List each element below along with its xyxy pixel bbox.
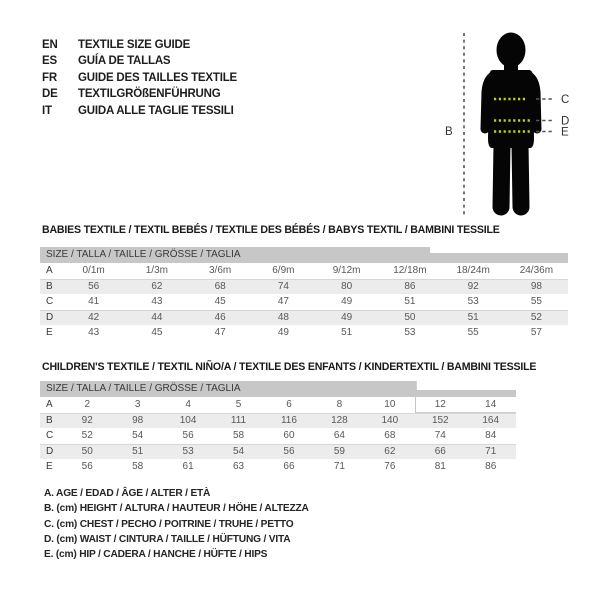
language-row bbox=[42, 53, 237, 69]
size-cell: 68 bbox=[214, 280, 226, 292]
size-cell: 47 bbox=[214, 327, 226, 339]
size-cell: 50 bbox=[81, 445, 93, 457]
size-cell: 51 bbox=[404, 296, 416, 308]
size-cell: 61 bbox=[182, 461, 194, 473]
hip-label: E bbox=[561, 126, 569, 139]
size-cell: 5 bbox=[235, 399, 242, 410]
size-cell: 59 bbox=[333, 445, 345, 457]
size-cell: 56 bbox=[182, 430, 194, 442]
row-label: A bbox=[46, 265, 53, 276]
chest-label: C bbox=[561, 94, 570, 106]
row-label: D bbox=[46, 311, 54, 323]
size-cell: 50 bbox=[404, 311, 416, 323]
size-cell: 152 bbox=[431, 414, 449, 426]
size-cell: 98 bbox=[530, 280, 542, 292]
row-label: B bbox=[46, 280, 53, 292]
language-code: ES bbox=[42, 55, 57, 68]
table-row-B bbox=[40, 413, 516, 429]
size-cell: 49 bbox=[341, 311, 353, 323]
table-row-C bbox=[40, 428, 516, 444]
children-table-title: CHILDREN'S TEXTILE / TEXTIL NIÑO/A / TEXTILE DES ENFANTS / KINDERTEXTIL / BAMBINI TESSILE bbox=[42, 361, 537, 373]
babies-size-table bbox=[40, 247, 568, 341]
babies-table-title: BABIES TEXTILE / TEXTIL BEBÉS / TEXTILE DES BÉBÉS / BABYS TEXTIL / BAMBINI TESSILE bbox=[42, 224, 500, 236]
size-cell: 92 bbox=[467, 280, 479, 292]
table-row-A bbox=[40, 397, 516, 413]
legend-line: A. AGE / EDAD / ÂGE / ALTER / ETÀ bbox=[44, 488, 211, 499]
size-cell: 58 bbox=[132, 461, 144, 473]
size-cell: 51 bbox=[341, 327, 353, 339]
size-cell: 66 bbox=[434, 445, 446, 457]
size-cell: 56 bbox=[81, 461, 93, 473]
size-cell: 54 bbox=[132, 430, 144, 442]
child-silhouette-figure bbox=[430, 8, 600, 228]
highlighted-size-cell: 12 bbox=[415, 397, 465, 413]
language-row bbox=[42, 70, 237, 86]
size-cell: 54 bbox=[232, 445, 245, 457]
size-cell: 3 bbox=[134, 399, 141, 410]
size-cell: 41 bbox=[88, 296, 100, 308]
language-title: TEXTILE SIZE GUIDE bbox=[78, 39, 191, 51]
size-cell: 81 bbox=[434, 461, 446, 473]
size-cell: 71 bbox=[485, 445, 497, 457]
size-cell: 62 bbox=[151, 280, 163, 292]
size-cell: 6/9m bbox=[272, 265, 295, 276]
size-cell: 86 bbox=[485, 461, 497, 473]
table-row-E bbox=[40, 325, 568, 341]
size-cell: 68 bbox=[384, 430, 396, 442]
language-title: GUIDE DES TAILLES TEXTILE bbox=[78, 71, 237, 84]
size-cell: 74 bbox=[434, 430, 446, 442]
size-cell: 2 bbox=[84, 399, 90, 410]
size-cell: 57 bbox=[530, 327, 542, 339]
size-cell: 76 bbox=[384, 461, 396, 473]
size-cell: 64 bbox=[333, 430, 345, 442]
language-code: EN bbox=[42, 39, 58, 51]
language-code: FR bbox=[42, 71, 57, 84]
table-row-A bbox=[40, 263, 568, 279]
size-cell: 48 bbox=[277, 311, 289, 323]
size-cell: 128 bbox=[331, 414, 348, 426]
table-row-C bbox=[40, 294, 568, 310]
size-cell: 18/24m bbox=[456, 265, 490, 276]
size-cell: 44 bbox=[151, 311, 163, 323]
size-cell: 46 bbox=[214, 311, 226, 323]
waist-label: D bbox=[561, 115, 570, 128]
child-silhouette-svg bbox=[430, 8, 600, 228]
measurement-legend bbox=[44, 486, 309, 562]
size-cell: 8 bbox=[336, 399, 343, 410]
language-code: DE bbox=[42, 88, 58, 101]
highlighted-size-cell: 14 bbox=[466, 397, 516, 413]
size-cell: 51 bbox=[467, 311, 479, 323]
size-cell: 53 bbox=[404, 327, 416, 339]
row-label: B bbox=[46, 414, 53, 426]
size-cell: 47 bbox=[277, 296, 289, 308]
size-cell: 104 bbox=[179, 414, 197, 426]
size-cell: 140 bbox=[381, 414, 399, 426]
size-cell: 6 bbox=[286, 399, 292, 410]
size-cell: 56 bbox=[88, 280, 100, 292]
legend-line: D. (cm) WAIST / CINTURA / TAILLE / HÜFTUNG / VITA bbox=[44, 533, 291, 545]
table-row-D bbox=[40, 310, 568, 326]
size-cell: 56 bbox=[283, 445, 295, 457]
row-label: D bbox=[46, 445, 54, 457]
language-row bbox=[42, 37, 237, 53]
size-cell: 62 bbox=[384, 445, 396, 457]
size-cell: 71 bbox=[333, 461, 345, 473]
size-cell: 0/1m bbox=[82, 265, 105, 276]
size-cell: 74 bbox=[277, 280, 289, 292]
size-cell: 9/12m bbox=[332, 265, 361, 276]
size-cell: 84 bbox=[485, 430, 497, 442]
language-title: GUIDA ALLE TAGLIE TESSILI bbox=[78, 104, 234, 117]
language-row bbox=[42, 86, 237, 102]
language-list bbox=[42, 37, 237, 119]
row-label: E bbox=[46, 327, 53, 339]
size-cell: 98 bbox=[132, 414, 144, 426]
language-title: TEXTILGRÖßENFÜHRUNG bbox=[78, 88, 221, 101]
row-label: A bbox=[46, 399, 53, 410]
size-cell: 80 bbox=[341, 280, 353, 292]
size-cell: 164 bbox=[482, 414, 500, 426]
row-label: C bbox=[46, 430, 54, 442]
size-cell: 53 bbox=[182, 445, 194, 457]
size-cell: 10 bbox=[384, 399, 396, 410]
size-cell: 66 bbox=[283, 461, 295, 473]
babies-size-header-band: SIZE / TALLA / TAILLE / GRÖSSE / TAGLIA bbox=[40, 247, 568, 263]
size-cell: 4 bbox=[185, 399, 191, 410]
legend-line: E. (cm) HIP / CADERA / HANCHE / HÜFTE / HIPS bbox=[44, 549, 268, 561]
size-cell: 53 bbox=[467, 296, 479, 308]
table-row-E bbox=[40, 459, 516, 475]
size-cell: 52 bbox=[81, 430, 93, 442]
legend-line: C. (cm) CHEST / PECHO / POITRINE / TRUHE / PETTO bbox=[44, 518, 294, 530]
table-row-B bbox=[40, 279, 568, 295]
row-label: C bbox=[46, 296, 54, 308]
size-cell: 49 bbox=[277, 327, 289, 339]
size-cell: 116 bbox=[280, 414, 297, 426]
size-cell: 58 bbox=[232, 430, 245, 442]
size-cell: 92 bbox=[81, 414, 93, 426]
size-cell: 43 bbox=[88, 327, 100, 339]
size-cell: 45 bbox=[214, 296, 226, 308]
size-cell: 49 bbox=[341, 296, 353, 308]
size-cell: 63 bbox=[232, 461, 245, 473]
size-cell: 45 bbox=[151, 327, 163, 339]
table-row-D bbox=[40, 444, 516, 460]
language-row bbox=[42, 103, 237, 119]
legend-line: B. (cm) HEIGHT / ALTURA / HAUTEUR / HÖHE / ALTEZZA bbox=[44, 503, 309, 515]
children-size-header-band: SIZE / TALLA / TAILLE / GRÖSSE / TAGLIA bbox=[40, 381, 516, 397]
size-cell: 3/6m bbox=[209, 265, 232, 276]
size-cell: 60 bbox=[283, 430, 295, 442]
language-title: GUÍA DE TALLAS bbox=[78, 55, 171, 68]
language-code: IT bbox=[42, 104, 52, 117]
size-cell: 86 bbox=[404, 280, 416, 292]
size-cell: 52 bbox=[530, 311, 542, 323]
size-cell: 42 bbox=[88, 311, 100, 323]
row-label: E bbox=[46, 461, 53, 473]
size-cell: 12/18m bbox=[393, 265, 427, 276]
size-cell: 51 bbox=[132, 445, 144, 457]
children-size-table bbox=[40, 381, 516, 475]
size-cell: 1/3m bbox=[145, 265, 168, 276]
size-cell: 43 bbox=[151, 296, 163, 308]
size-cell: 55 bbox=[530, 296, 542, 308]
size-cell: 55 bbox=[467, 327, 479, 339]
height-label: B bbox=[445, 126, 453, 138]
size-cell: 24/36m bbox=[519, 265, 554, 276]
size-cell: 111 bbox=[230, 414, 247, 426]
